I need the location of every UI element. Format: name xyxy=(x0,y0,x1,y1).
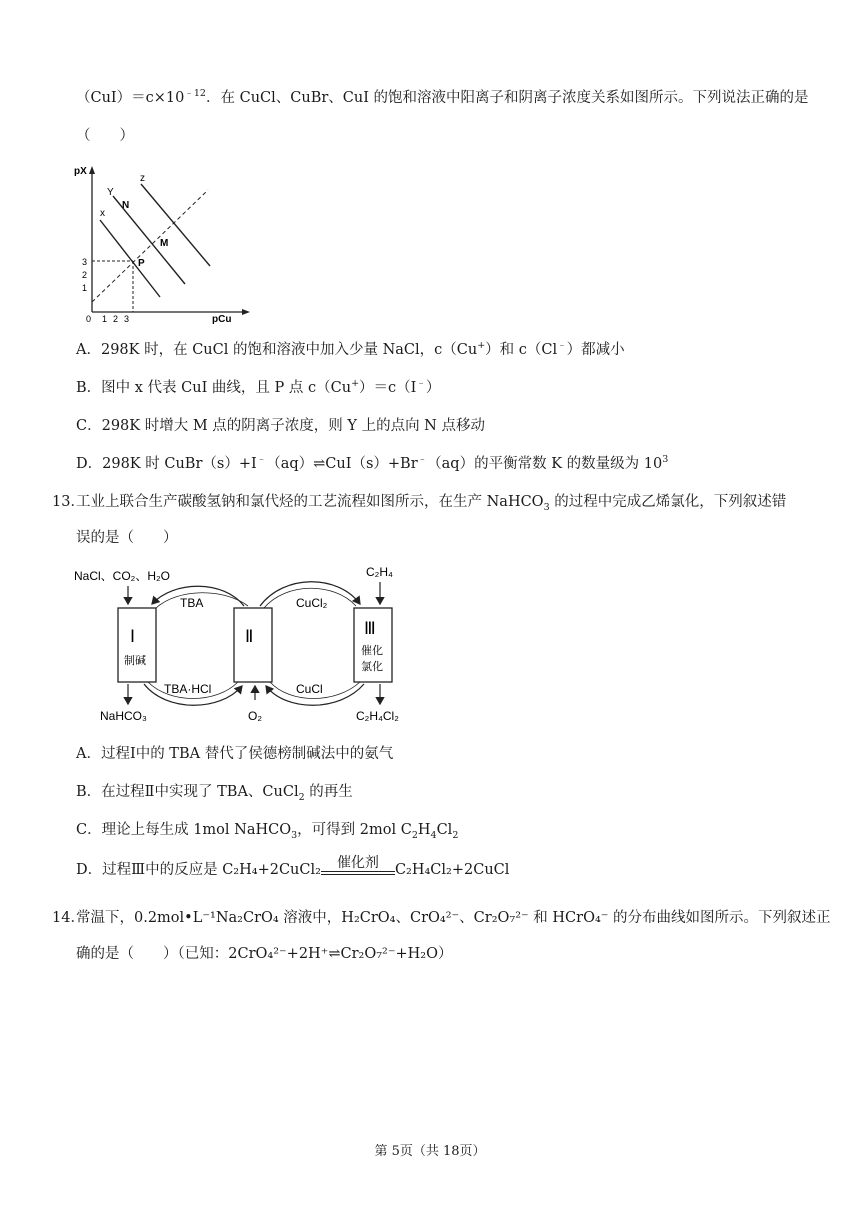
x-tick: 3 xyxy=(124,314,130,324)
q14-number: 14． xyxy=(52,910,85,926)
q13-option-c: C．理论上每生成 1mol NaHCO$_3$，可得到 2mol $C_2H_4Cl_2$ xyxy=(76,822,459,841)
q13-stem-line-1: 工业上联合生产碳酸氢钠和氯代烃的工艺流程如图所示，在生产 NaHCO$_3$ 的过程中完成乙烯氯化，下列叙述错 xyxy=(76,494,787,513)
y-tick: 1 xyxy=(82,283,88,293)
catalyst-equals: 催化剂 xyxy=(321,871,395,880)
box-3-text-2: 氯化 xyxy=(361,661,383,673)
q14-stem-line-2: 确的是（ ）（已知：2CrO₄²⁻+2H⁺⇌Cr₂O₇²⁻+H₂O） xyxy=(76,946,453,962)
label-p: P xyxy=(138,258,145,269)
label-z: z xyxy=(140,173,145,184)
arrow-bottom-right-label: CuCl xyxy=(296,682,323,696)
box-3-text-1: 催化 xyxy=(361,645,383,657)
q12-option-a: A．298K 时，在 CuCl 的饱和溶液中加入少量 NaCl，c（Cu+）和 c（Cl﹣）都减小 xyxy=(76,340,625,358)
q13-number: 13． xyxy=(52,494,85,510)
q14-stem-line-1: 常温下，0.2mol•L⁻¹Na₂CrO₄ 溶液中，H₂CrO₄、CrO₄²⁻、Cr₂O₇²⁻ 和 HCrO₄⁻ 的分布曲线如图所示。下列叙述正 xyxy=(76,910,831,926)
y-tick: 3 xyxy=(82,257,88,267)
q12-figure xyxy=(74,162,258,325)
label-x: x xyxy=(100,208,105,219)
y-tick: 2 xyxy=(82,270,88,280)
box-1-numeral: Ⅰ xyxy=(130,627,136,646)
arrow-bottom-left-label: TBA·HCl xyxy=(164,682,212,696)
q12-option-c: C．298K 时增大 M 点的阴离子浓度，则 Y 上的点向 N 点移动 xyxy=(76,418,485,434)
q12-intro-line-1: $(CuI)=c\times 10^{﹣12}$．在 CuCl、CuBr、CuI 的饱和溶液中阳离子和阴离子浓度关系如图所示。下列说法正确的是 xyxy=(76,88,809,106)
output-2-label: O₂ xyxy=(248,709,262,723)
box-2-numeral: Ⅱ xyxy=(245,627,254,646)
q13-option-b: B．在过程Ⅱ中实现了 TBA、CuCl$_2$ 的再生 xyxy=(76,784,353,803)
label-m: M xyxy=(160,238,169,249)
x-axis-label: pCu xyxy=(212,314,232,325)
q12-intro-line-2: （ ） xyxy=(76,128,134,144)
q13-flow-diagram xyxy=(74,560,414,730)
box-1 xyxy=(118,608,156,682)
q13-option-d: D．过程Ⅲ中的反应是 C₂H₄+2CuCl₂ 催化剂 C₂H₄Cl₂+2CuCl xyxy=(76,855,510,878)
arrow-top-left-label: TBA xyxy=(180,596,204,610)
box-1-text: 制碱 xyxy=(124,655,146,667)
y-axis-label: pX xyxy=(74,166,87,177)
label-y: Y xyxy=(107,187,114,198)
output-1-label: NaHCO₃ xyxy=(100,709,147,723)
q13-option-a: A．过程Ⅰ中的 TBA 替代了侯德榜制碱法中的氨气 xyxy=(76,746,394,762)
x-tick: 0 xyxy=(86,314,92,324)
arrow-top-right-label: CuCl₂ xyxy=(296,596,328,610)
x-tick: 2 xyxy=(113,314,119,324)
input-1-label: NaCl、CO₂、H₂O xyxy=(74,569,170,583)
x-tick: 1 xyxy=(102,314,108,324)
q12-option-d: D．298K 时 CuBr（s）+I﹣（aq）⇌CuI（s）+Br﹣（aq）的平衡常数 K 的数量级为 $10^3$ xyxy=(76,454,669,472)
label-n: N xyxy=(122,200,130,211)
q12-option-b: B．图中 x 代表 CuI 曲线，且 P 点 c（Cu+）＝c（I﹣） xyxy=(76,378,441,396)
page-footer: 第 5页（共 18页） xyxy=(374,1144,486,1159)
q13-stem-line-2: 误的是（ ） xyxy=(76,530,178,546)
input-3-label: C₂H₄ xyxy=(366,565,393,579)
output-3-label: C₂H₄Cl₂ xyxy=(356,709,399,723)
box-3-numeral: Ⅲ xyxy=(364,619,376,638)
